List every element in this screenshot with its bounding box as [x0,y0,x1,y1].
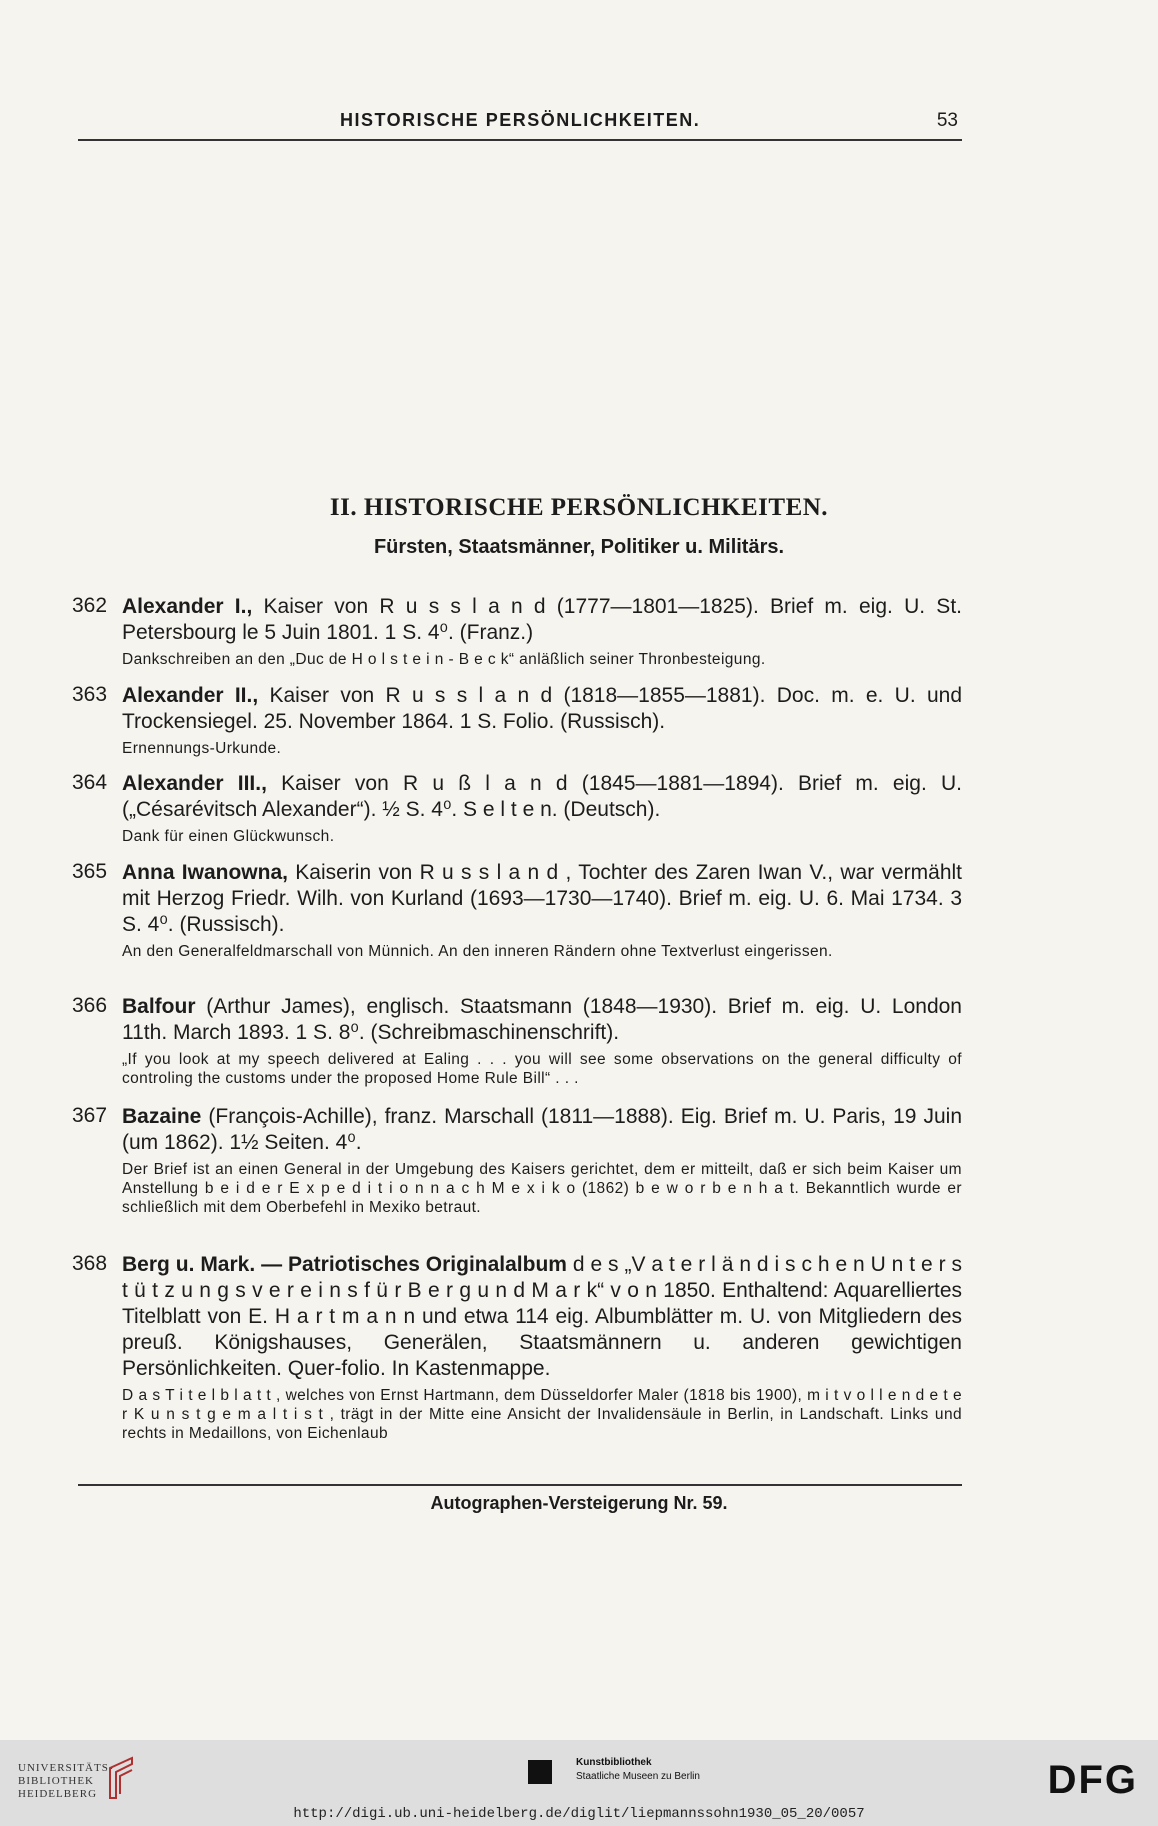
lot-number: 362 [72,594,108,617]
entry-name: Berg u. Mark. — Patriotisches Originalalbum [122,1253,567,1276]
entry-note: Ernennungs-Urkunde. [122,740,282,757]
university-emblem-icon [104,1754,138,1802]
entry-note: An den Generalfeldmarschall von Münnich. An den inneren Rändern ohne Textverlust eingerissen. [122,943,833,960]
kunstbibliothek-logo-icon [528,1760,552,1784]
lot-number: 368 [72,1252,108,1275]
catalogue-entry [72,1104,962,1217]
entry-description: Kaiserin von R u s s l a n d , Tochter des Zaren Iwan V., war vermählt mit Herzog Friedr. Wilh. von Kurland (1693—1730—1740). Brief m. eig. U. 6. Mai 1734. 3 S. 4⁰. (Russisch). [122,861,963,936]
entry-text [122,594,962,646]
entry-text [122,771,962,823]
kunstbibliothek-label [576,1756,700,1784]
catalogue-entry [72,994,962,1088]
catalogue-entry [72,1252,962,1443]
university-logo-line: BIBLIOTHEK [18,1775,94,1787]
entry-name: Alexander III., [122,772,267,795]
dfg-logo: DFG [1047,1758,1138,1802]
running-title: HISTORISCHE PERSÖNLICHKEITEN. [340,110,701,130]
entry-description: Kaiser von R u ß l a n d (1845—1881—1894). Brief m. eig. U. („Césarévitsch Alexander“). ½ S. 4⁰. S e l t e n. (Deutsch). [122,772,962,821]
entry-note: Dankschreiben an den „Duc de H o l s t e i n - B e c k“ anläßlich seiner Thronbesteigung. [122,651,766,668]
lot-number: 364 [72,771,108,794]
footer-rule [78,1484,962,1486]
lot-number: 363 [72,683,108,706]
catalogue-entry [72,683,962,758]
entry-text [122,860,962,938]
entry-note: Dank für einen Glückwunsch. [122,828,335,845]
entry-text [122,994,962,1046]
entry-description: d e s „V a t e r l ä n d i s c h e n U n t e r s t ü t z u n g s v e r e i n s f ü r B e r g u n d M a r k“ v o n 1850. Enthaltend: Aquarelliertes Titelblatt von E. H a r t m a n n und etwa 114 eig. Albumblätter m. U. von Mitgliedern des preuß. Königshauses, Generälen, Staatsmännern u. anderen gewichtigen Persönlichkeiten. Quer-folio. In Kastenmappe. [122,1253,962,1380]
entry-description: Kaiser von R u s s l a n d (1818—1855—1881). Doc. m. e. U. und Trockensiegel. 25. November 1864. 1 S. Folio. (Russisch). [122,684,962,733]
university-library-logo [18,1762,114,1801]
footer-text: Autographen-Versteigerung Nr. 59. [430,1493,728,1513]
entry-note: D a s T i t e l b l a t t , welches von Ernst Hartmann, dem Düsseldorfer Maler (1818 bis 1900), m i t v o l l e n d e t e r K u n s t g e m a l t i s t , trägt in der Mitte eine Ansicht der Invalidensäule in Berlin, in Landschaft. Links und rechts in Medaillons, von Eichenlaub [122,1387,962,1442]
entry-name: Anna Iwanowna, [122,861,288,884]
entry-description: Kaiser von R u s s l a n d (1777—1801—1825). Brief m. eig. U. St. Petersbourg le 5 Juin 1801. 1 S. 4⁰. (Franz.) [122,595,962,644]
entry-name: Alexander II., [122,684,259,707]
header-rule [78,139,962,141]
source-url[interactable]: http://digi.ub.uni-heidelberg.de/diglit/liepmannssohn1930_05_20/0057 [293,1806,865,1822]
museum-name: Staatliche Museen zu Berlin [576,1771,700,1782]
university-logo-line: UNIVERSITÄTS- [18,1762,114,1774]
catalogue-entry [72,594,962,669]
section-subtitle: Fürsten, Staatsmänner, Politiker u. Militärs. [373,536,785,558]
digitization-bar [0,1740,1158,1826]
lot-number: 366 [72,994,108,1017]
entry-name: Alexander I., [122,595,253,618]
lot-number: 365 [72,860,108,883]
entry-name: Balfour [122,995,196,1018]
entry-text [122,1252,962,1382]
catalogue-entry [72,771,962,846]
entry-description: (François-Achille), franz. Marschall (1811—1888). Eig. Brief m. U. Paris, 19 Juin (um 1862). 1½ Seiten. 4⁰. [122,1105,962,1154]
kunstbibliothek-name: Kunstbibliothek [576,1757,652,1768]
entry-text [122,1104,962,1156]
running-head [78,106,962,138]
page-number: 53 [936,110,958,131]
university-logo-line: HEIDELBERG [18,1788,98,1800]
entry-note: Der Brief ist an einen General in der Umgebung des Kaisers gerichtet, dem er mitteilt, daß er sich beim Kaiser um Anstellung b e i d e r E x p e d i t i o n n a c h M e x i k o (1862) b e w o r b e n h a t. Bekanntlich wurde er schließlich mit dem Oberbefehl in Mexiko betraut. [122,1161,962,1216]
entry-note: „If you look at my speech delivered at Ealing . . . you will see some observations on the general difficulty of controling the customs under the proposed Home Rule Bill“ . . . [122,1051,962,1087]
entry-text [122,683,962,735]
catalogue-entry [72,860,962,961]
entry-name: Bazaine [122,1105,202,1128]
lot-number: 367 [72,1104,108,1127]
entry-description: (Arthur James), englisch. Staatsmann (1848—1930). Brief m. eig. U. London 11th. March 1893. 1 S. 8⁰. (Schreibmaschinenschrift). [122,995,962,1044]
section-title: II. HISTORISCHE PERSÖNLICHKEITEN. [329,494,829,521]
